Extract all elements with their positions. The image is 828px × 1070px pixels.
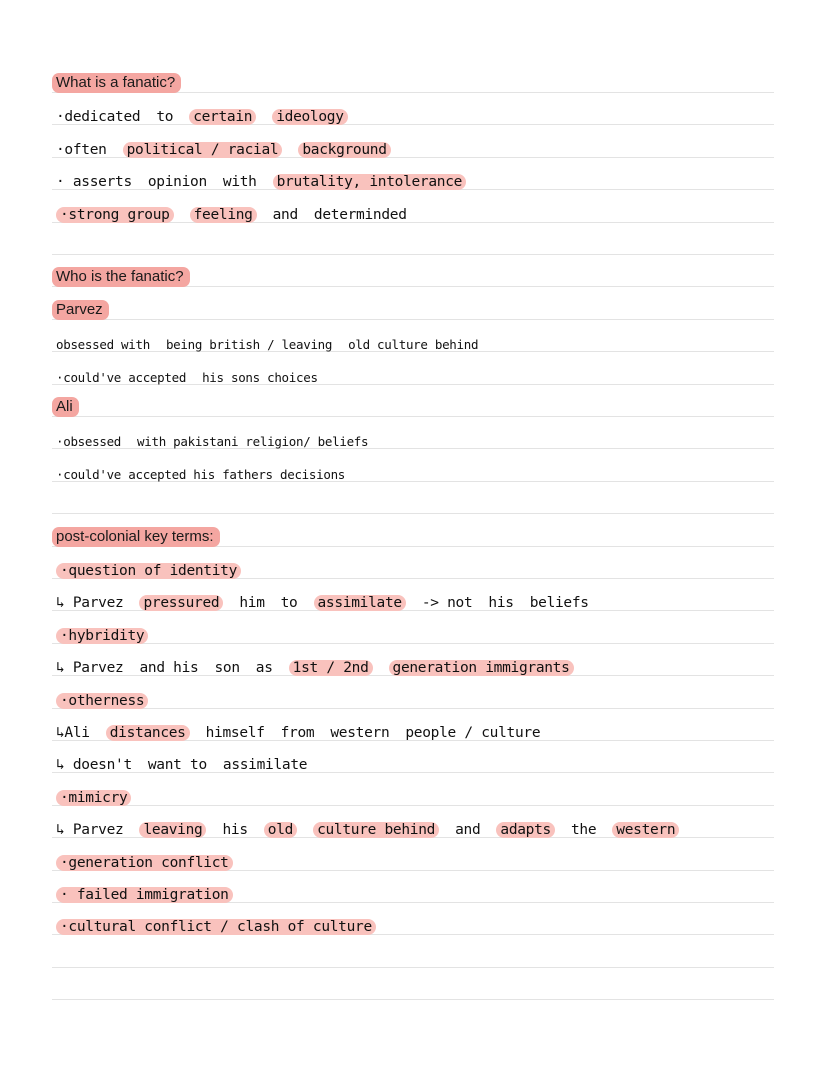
ruled-line — [52, 999, 774, 1000]
ruled-line — [52, 967, 774, 968]
note-text: and — [455, 822, 481, 839]
note-text: himself — [205, 725, 265, 741]
highlighted-text: political / racial — [123, 142, 283, 158]
heading-post-colonial-key-terms-line — [52, 519, 792, 547]
post-colonial-term-item — [56, 907, 796, 935]
note-text: ↳ Parvez — [56, 595, 124, 612]
note-text: him — [239, 595, 265, 612]
note-text: from — [280, 725, 315, 741]
post-colonial-term-item — [56, 583, 796, 611]
ruled-line — [52, 254, 774, 255]
highlighted-text: ·strong group — [56, 207, 174, 223]
note-text: his sons choices — [202, 369, 318, 385]
note-text: to — [280, 595, 298, 612]
highlighted-text: ·hybridity — [56, 628, 148, 644]
highlighted-text: · failed immigration — [56, 887, 233, 903]
note-text: old culture behind — [348, 337, 479, 353]
fanatic-definition-item — [56, 130, 796, 158]
post-colonial-term-item — [56, 778, 796, 806]
note-text: western — [330, 725, 390, 741]
post-colonial-term-item — [56, 810, 796, 838]
post-colonial-term-item — [56, 875, 796, 903]
highlighted-text: brutality, intolerance — [273, 174, 466, 190]
note-text: · asserts — [56, 174, 132, 191]
highlighted-text: 1st / 2nd — [289, 660, 373, 676]
post-colonial-term-item — [56, 681, 796, 709]
note-text: and his — [139, 660, 199, 677]
post-colonial-term-item — [56, 551, 796, 579]
note-text: want to — [147, 757, 207, 774]
note-text: as — [255, 660, 273, 677]
note-text: son — [214, 660, 240, 677]
note-text: with — [222, 174, 257, 191]
heading-who-is-the-fanatic-line — [52, 259, 792, 287]
post-colonial-term-item — [56, 648, 796, 676]
parvez-note-item — [56, 357, 796, 385]
highlighted-text: assimilate — [314, 595, 406, 611]
highlighted-text: leaving — [139, 822, 206, 838]
post-colonial-term-item — [56, 745, 796, 773]
highlighted-text: ·generation conflict — [56, 855, 233, 871]
note-text: and — [272, 206, 298, 223]
fanatic-definition-item — [56, 162, 796, 190]
note-text: the — [570, 822, 597, 839]
highlighted-text: old — [264, 822, 297, 838]
note-text: -> not — [421, 595, 473, 612]
note-text: his — [488, 595, 514, 612]
subheading-parvez: Parvez — [52, 300, 109, 320]
highlighted-text: background — [298, 142, 390, 158]
ali-note-item — [56, 421, 796, 449]
heading-who-is-the-fanatic: Who is the fanatic? — [52, 267, 190, 287]
highlighted-text: pressured — [139, 595, 223, 611]
highlighted-text: western — [612, 822, 679, 838]
note-text: ·often — [56, 141, 107, 158]
highlighted-text: ·question of identity — [56, 563, 241, 579]
note-text: ·obsessed — [56, 434, 122, 450]
note-text: with pakistani religion/ beliefs — [137, 434, 369, 450]
note-text: ·could've accepted — [56, 369, 187, 385]
heading-what-is-a-fanatic: What is a fanatic? — [52, 73, 181, 93]
post-colonial-term-item — [56, 843, 796, 871]
post-colonial-term-item — [56, 713, 796, 741]
note-text: ↳ Parvez — [56, 660, 124, 677]
note-text: determinded — [313, 206, 407, 223]
ruled-line — [52, 513, 774, 514]
highlighted-text: feeling — [190, 207, 257, 223]
note-text: assimilate — [222, 757, 308, 774]
post-colonial-term-item — [56, 616, 796, 644]
note-text: opinion — [147, 174, 207, 191]
note-text: ·could've accepted his fathers decisions — [56, 466, 346, 482]
note-text: ↳ doesn't — [56, 757, 132, 774]
subheading-ali-line — [52, 389, 792, 417]
note-text: beliefs — [529, 595, 589, 612]
note-text: people / culture — [405, 725, 541, 741]
note-text: to — [156, 109, 174, 126]
fanatic-definition-item — [56, 195, 796, 223]
highlighted-text: generation immigrants — [389, 660, 574, 676]
note-text: obsessed with — [56, 337, 150, 353]
note-text: his — [222, 822, 248, 839]
note-text: ↳ Parvez — [56, 822, 124, 839]
highlighted-text: certain — [189, 109, 256, 125]
note-text: ·dedicated — [56, 109, 141, 126]
highlighted-text: ·mimicry — [56, 790, 131, 806]
heading-post-colonial-key-terms: post-colonial key terms: — [52, 527, 220, 547]
highlighted-text: distances — [106, 725, 190, 741]
ali-note-item — [56, 454, 796, 482]
fanatic-definition-item — [56, 97, 796, 125]
highlighted-text: ·otherness — [56, 693, 148, 709]
parvez-note-item — [56, 324, 796, 352]
note-text: ↳Ali — [56, 725, 90, 741]
heading-what-is-a-fanatic-line — [52, 65, 792, 93]
highlighted-text: ·cultural conflict / clash of culture — [56, 919, 376, 935]
note-text: being british / leaving — [165, 337, 333, 353]
highlighted-text: adapts — [496, 822, 555, 838]
highlighted-text: ideology — [272, 109, 347, 125]
subheading-parvez-line — [52, 292, 792, 320]
highlighted-text: culture behind — [313, 822, 439, 838]
subheading-ali: Ali — [52, 397, 79, 417]
